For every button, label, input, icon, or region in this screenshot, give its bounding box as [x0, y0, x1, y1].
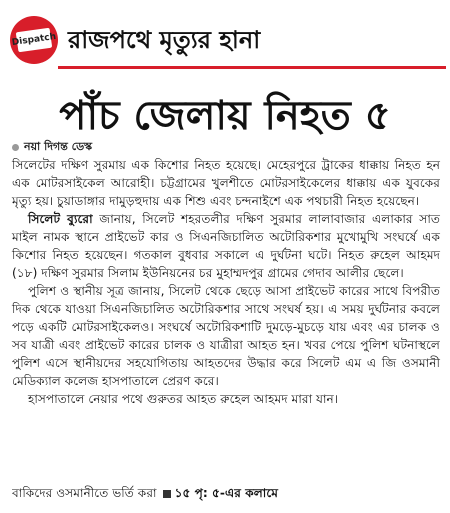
jump-link[interactable]: ১৫ পৃ: ৫-এর কলামে [174, 486, 279, 500]
paragraph-1: সিলেটের দক্ষিণ সুরমায় এক কিশোর নিহত হয়েছে। মেহেরপুরে ট্রাকের ধাক্কায় নিহত হন এক মোটরসাইকেল আরোহী। চট্টগ্রামের খুলশীতে মোটরসাইকেলের ধাক্কায় এক যুবকের মৃত্যু হয়। চুয়াডাঙ্গার দামুড়হুদায় এক শিশু এবং চন্দনাইশে এক পথচারী নিহত হয়েছেন। [12, 158, 440, 208]
paragraph-4: হাসপাতালে নেয়ার পথে গুরুতর আহত রুহেল আহমদ মারা যান। [28, 392, 339, 406]
square-icon [163, 490, 171, 498]
paragraph-2 [12, 210, 440, 282]
article-headline: পাঁচ জেলায় নিহত ৫ [59, 93, 391, 139]
article-body [12, 156, 440, 408]
newspaper-logo [10, 16, 58, 64]
byline [12, 138, 92, 157]
last-line-text: বাকিদের ওসমানীতে ভর্তি করা [12, 486, 157, 500]
paragraph-3: পুলিশ ও স্থানীয় সূত্র জানায়, সিলেট থেকে ছেড়ে আসা প্রাইভেট কারের সাথে বিপরীত দিক থেকে যাওয়া সিএনজিচালিত অটোরিকশার সাথে সংঘর্ষ হয়। এ সময় দুর্ঘটনার কবলে পড়ে একটি মোটরসাইকেলও। সংঘর্ষে অটোরিকশাটি দুমড়ে-মুচড়ে যায় এবং এর চালক ও সব যাত্রী এবং প্রাইভেট কারের চালক ও যাত্রীরা আহত হন। খবর পেয়ে পুলিশ ঘটনাস্থলে পুলিশ এসে স্থানীয়দের সহযোগিতায় আহতদের উদ্ধার করে সিলেট এম এ জি ওসমানী মেডিক্যাল কলেজ হাসপাতালে প্রেরণ করে। [12, 284, 440, 388]
bullet-icon [12, 144, 19, 151]
paragraph-2-text: জানায়, সিলেট শহরতলীর দক্ষিণ সুরমার লালাবাজার এলাকার সাত মাইল নামক স্থানে প্রাইভেট কার ও সিএনজিচালিত অটোরিকশার মুখোমুখি সংঘর্ষে এক কিশোর নিহত হয়েছেন। গতকাল বুধবার সকালে এ দুর্ঘটনা ঘটে। নিহত রুহেল আহমদ (১৮) দক্ষিণ সুরমার সিলাম ইউনিয়নের চর মুহাম্মদপুর গ্রামের গেদাব আলীর ছেলে। [12, 212, 441, 280]
dateline: সিলেট ব্যুরো [28, 212, 93, 226]
page-header [0, 6, 450, 72]
continuation-line [12, 484, 440, 502]
header-divider [58, 66, 446, 69]
section-title: রাজপথে মৃত্যুর হানা [68, 26, 261, 54]
logo-label: Dispatch [16, 28, 52, 53]
byline-text: নয়া দিগন্ত ডেস্ক [24, 140, 93, 153]
